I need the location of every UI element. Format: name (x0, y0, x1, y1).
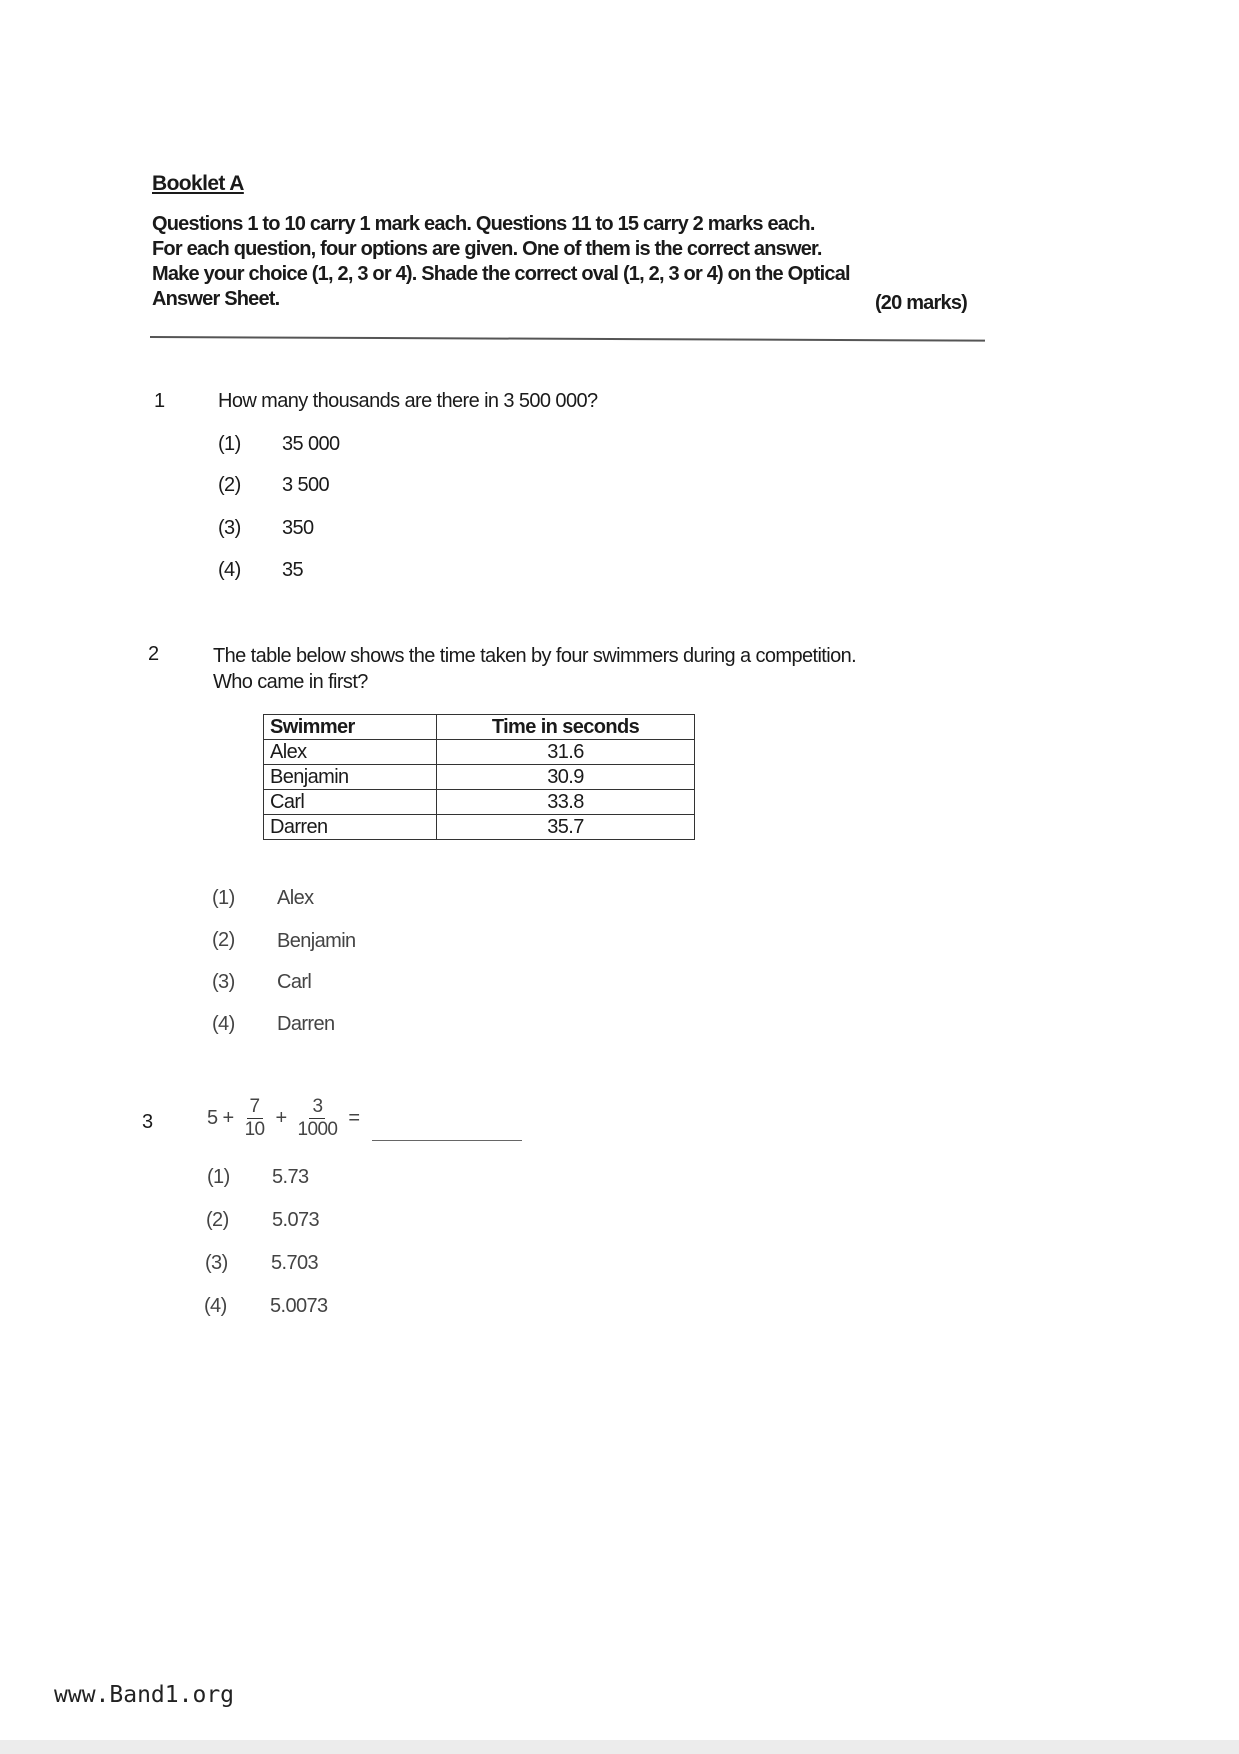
numerator: 7 (247, 1096, 263, 1119)
fraction (298, 1096, 338, 1141)
swimmer-time: 35.7 (437, 815, 695, 840)
option-label: (4) (204, 1295, 227, 1317)
table-row (264, 815, 695, 840)
instructions-line: Questions 1 to 10 carry 1 mark each. Questions 11 to 15 carry 2 marks each. (152, 213, 815, 235)
swimmer-name: Carl (264, 790, 437, 815)
question-text: Who came in first? (213, 671, 368, 693)
swimmer-name: Benjamin (264, 765, 437, 790)
option-value: 5.73 (272, 1166, 309, 1188)
option-label: (3) (212, 971, 235, 993)
option-value: 3 500 (282, 474, 330, 496)
table-header: Swimmer (264, 715, 437, 740)
instructions-line: For each question, four options are given. One of them is the correct answer. (152, 238, 822, 260)
option-label: (2) (212, 929, 235, 951)
option-value: Alex (277, 887, 314, 909)
denominator: 1000 (297, 1119, 338, 1140)
booklet-title: Booklet A (152, 172, 244, 195)
swimmer-table (263, 714, 695, 840)
option-label: (1) (218, 433, 241, 455)
table-row (264, 740, 695, 765)
table-header: Time in seconds (437, 715, 695, 740)
option-value: 35 000 (282, 433, 340, 455)
footer-url: www.Band1.org (54, 1682, 235, 1708)
equals-sign: = (348, 1106, 360, 1129)
question-number: 1 (154, 390, 165, 412)
swimmer-time: 30.9 (437, 765, 695, 790)
question-text: How many thousands are there in 3 500 000? (218, 390, 598, 412)
question-number: 3 (142, 1111, 153, 1133)
numerator: 3 (309, 1096, 325, 1119)
plus-sign: + (222, 1106, 234, 1129)
option-value: Darren (277, 1013, 335, 1035)
option-label: (4) (212, 1013, 235, 1035)
swimmer-name: Darren (264, 815, 437, 840)
option-value: Carl (277, 971, 312, 993)
option-label: (2) (218, 474, 241, 496)
fraction (245, 1096, 265, 1141)
instructions-line: Make your choice (1, 2, 3 or 4). Shade the correct oval (1, 2, 3 or 4) on the Optical (152, 263, 850, 285)
question-text: The table below shows the time taken by four swimmers during a competition. (213, 645, 857, 667)
plus-sign: + (275, 1106, 287, 1129)
question-number: 2 (148, 643, 159, 665)
option-label: (2) (206, 1209, 229, 1231)
total-marks: (20 marks) (874, 292, 967, 314)
option-value: 35 (282, 559, 304, 581)
option-value: 350 (282, 517, 314, 539)
table-row (264, 790, 695, 815)
divider (150, 336, 985, 342)
swimmer-time: 33.8 (437, 790, 695, 815)
table-row (264, 765, 695, 790)
option-label: (4) (218, 559, 241, 581)
option-value: Benjamin (277, 930, 356, 952)
instructions (152, 212, 967, 312)
swimmer-name: Alex (264, 740, 437, 765)
scan-edge (0, 1740, 1239, 1754)
whole-number: 5 (207, 1106, 218, 1129)
option-label: (1) (212, 887, 235, 909)
option-value: 5.0073 (270, 1295, 328, 1317)
option-label: (3) (218, 517, 241, 539)
denominator: 10 (244, 1119, 265, 1140)
option-label: (3) (205, 1252, 228, 1274)
option-label: (1) (207, 1166, 230, 1188)
swimmer-time: 31.6 (437, 740, 695, 765)
answer-blank (372, 1140, 522, 1141)
instructions-line: Answer Sheet. (152, 288, 280, 310)
option-value: 5.703 (271, 1252, 319, 1274)
math-expression (207, 1096, 522, 1141)
option-value: 5.073 (272, 1209, 320, 1231)
